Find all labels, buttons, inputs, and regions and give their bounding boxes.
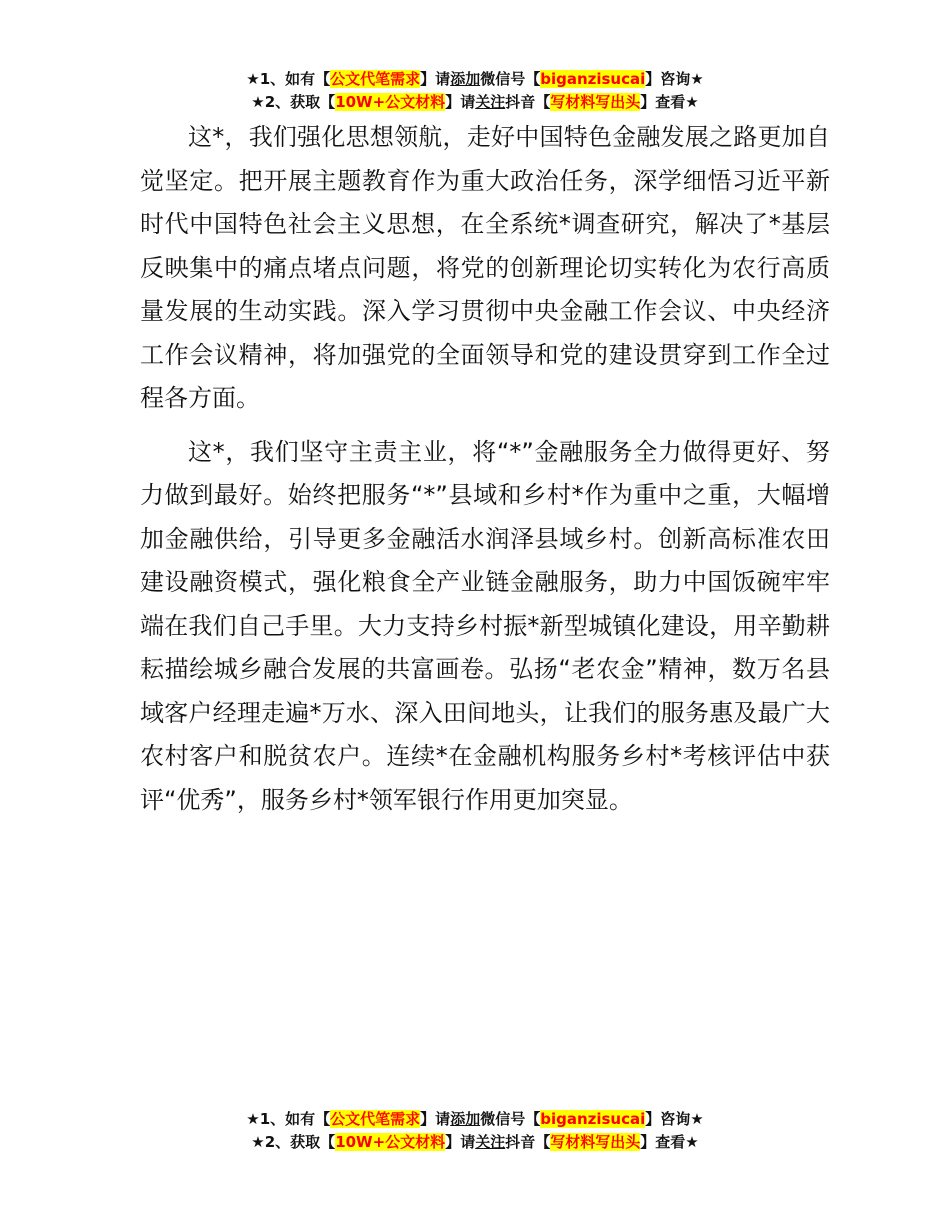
- banner-line-2: ★2、获取【10W+公文材料】请关注抖音【写材料写出头】查看★: [251, 1133, 699, 1151]
- service-highlight: 公文代笔需求: [330, 70, 421, 88]
- document-body: [140, 116, 830, 822]
- douyin-account-highlight: 写材料写出头: [550, 93, 641, 111]
- banner-line-1: ★1、如有【公文代笔需求】请添加微信号【biganzisucai】咨询★: [246, 70, 704, 88]
- materials-highlight: 10W+公文材料: [335, 1133, 446, 1151]
- paragraph: 这*，我们强化思想领航，走好中国特色金融发展之路更加自觉坚定。把开展主题教育作为重大政治任务，深学细悟习近平新时代中国特色社会主义思想，在全系统*调查研究，解决了*基层反映集中的痛点堵点问题，将党的创新理论切实转化为农行高质量发展的生动实践。深入学习贯彻中央金融工作会议、中央经济工作会议精神，将加强党的全面领导和党的建设贯穿到工作全过程各方面。: [140, 123, 830, 412]
- banner-line-2: ★2、获取【10W+公文材料】请关注抖音【写材料写出头】查看★: [251, 93, 699, 111]
- service-highlight: 公文代笔需求: [330, 1110, 421, 1128]
- banner-line-1: ★1、如有【公文代笔需求】请添加微信号【biganzisucai】咨询★: [246, 1110, 704, 1128]
- header-banner: [0, 68, 950, 114]
- wechat-id-highlight: biganzisucai: [540, 1110, 646, 1128]
- footer-banner: [0, 1108, 950, 1154]
- paragraph: 这*，我们坚守主责主业，将“*”金融服务全力做得更好、努力做到最好。始终把服务“*”县域和乡村*作为重中之重，大幅增加金融供给，引导更多金融活水润泽县域乡村。创新高标准农田建设融资模式，强化粮食全产业链金融服务，助力中国饭碗牢牢端在我们自己手里。大力支持乡村振*新型城镇化建设，用辛勤耕耘描绘城乡融合发展的共富画卷。弘扬“老农金”精神，数万名县域客户经理走遍*万水、深入田间地头，让我们的服务惠及最广大农村客户和脱贫农户。连续*在金融机构服务乡村*考核评估中获评“优秀”，服务乡村*领军银行作用更加突显。: [140, 437, 830, 814]
- douyin-account-highlight: 写材料写出头: [550, 1133, 641, 1151]
- materials-highlight: 10W+公文材料: [335, 93, 446, 111]
- wechat-id-highlight: biganzisucai: [540, 70, 646, 88]
